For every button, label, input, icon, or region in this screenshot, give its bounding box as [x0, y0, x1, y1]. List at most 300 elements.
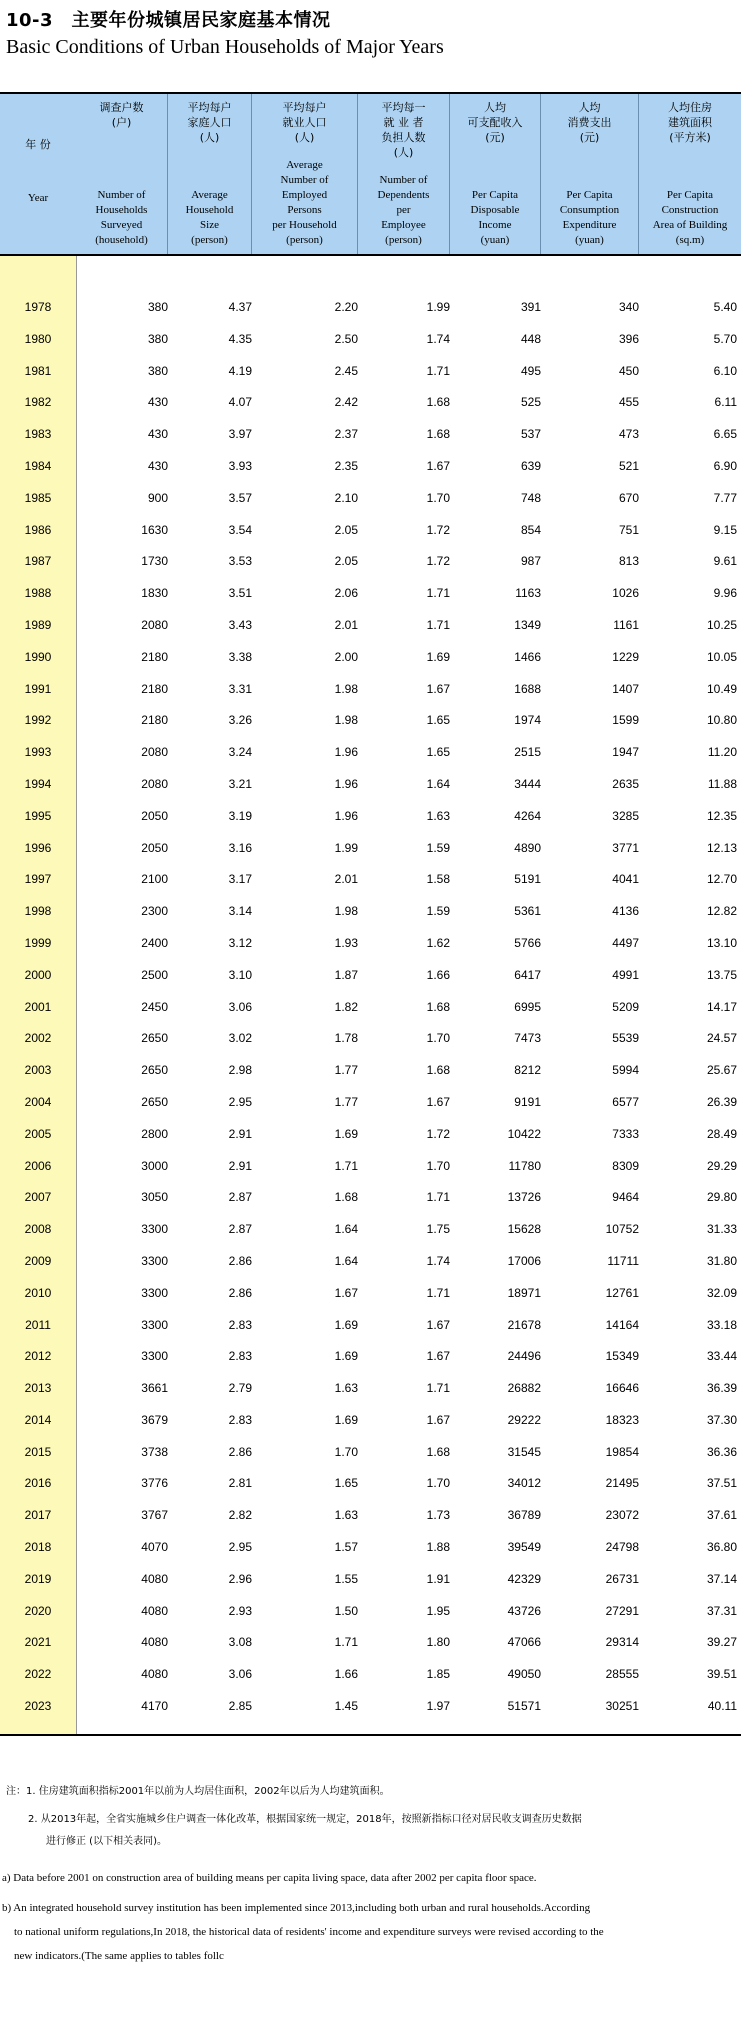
table-row: [0, 419, 741, 451]
employed-cell: 1.64: [334, 1222, 358, 1237]
household-size-cell: 3.54: [228, 522, 252, 537]
area-cell: 29.29: [706, 1158, 737, 1173]
expenditure-cell: 5539: [612, 1031, 639, 1046]
income-cell: 1974: [514, 713, 541, 728]
note-zh-1: 注：1. 住房建筑面积指标2001年以前为人均居住面积，2002年以后为人均建筑面积。: [6, 1786, 390, 1797]
households-cell: 3300: [141, 1285, 168, 1300]
dependents-cell: 1.73: [426, 1508, 450, 1523]
dependents-cell: 1.75: [426, 1222, 450, 1237]
household-size-cell: 2.82: [228, 1508, 252, 1523]
year-cell: 2004: [24, 1094, 52, 1109]
note-zh-3: 进行修正 (以下相关表同)。: [46, 1836, 167, 1847]
area-cell: 5.70: [713, 331, 737, 346]
year-cell: 2018: [24, 1540, 52, 1555]
household-size-cell: 4.19: [228, 363, 252, 378]
employed-cell: 1.67: [334, 1285, 358, 1300]
year-cell: 1981: [24, 363, 52, 378]
employed-cell: 2.50: [334, 331, 358, 346]
area-cell: 39.27: [706, 1635, 737, 1650]
income-cell: 4264: [514, 808, 541, 823]
area-cell: 5.40: [713, 300, 737, 314]
area-cell: 39.51: [706, 1667, 737, 1682]
household-size-cell: 4.07: [228, 395, 252, 410]
household-size-cell: 2.79: [228, 1381, 252, 1396]
header-zh: 人均 可支配收入 (元): [467, 101, 523, 144]
dependents-cell: 1.65: [426, 745, 450, 760]
expenditure-cell: 1161: [613, 617, 639, 632]
expenditure-cell: 4041: [612, 872, 639, 887]
employed-cell: 2.06: [334, 586, 358, 601]
household-size-cell: 2.91: [228, 1126, 252, 1141]
expenditure-cell: 4991: [612, 967, 639, 982]
employed-cell: 1.69: [334, 1317, 358, 1332]
year-cell: 2006: [24, 1158, 52, 1173]
table-row: [0, 1055, 741, 1087]
header-en: Number of Households Surveyed (household): [95, 189, 148, 246]
year-cell: 1997: [24, 872, 52, 887]
expenditure-cell: 396: [618, 331, 639, 346]
area-cell: 33.18: [706, 1317, 737, 1332]
dependents-cell: 1.65: [426, 713, 450, 728]
area-cell: 6.90: [713, 458, 737, 473]
dependents-cell: 1.59: [426, 840, 450, 855]
expenditure-cell: 26731: [605, 1571, 639, 1586]
area-cell: 10.05: [706, 649, 737, 664]
household-size-cell: 3.38: [228, 649, 252, 664]
household-size-cell: 3.57: [228, 490, 252, 505]
income-cell: 6417: [514, 967, 541, 982]
expenditure-cell: 21495: [605, 1476, 639, 1491]
expenditure-cell: 473: [618, 427, 639, 442]
note-en-b: b) An integrated household survey institution has been implemented since 2013,including both urban and rural households.According: [2, 1902, 591, 1914]
table-row: [0, 1532, 741, 1564]
area-cell: 36.36: [706, 1444, 737, 1459]
income-cell: 11780: [508, 1158, 541, 1173]
year-cell: 2008: [24, 1222, 52, 1237]
employed-cell: 1.99: [334, 840, 358, 855]
dependents-cell: 1.71: [426, 363, 450, 378]
income-cell: 15628: [507, 1222, 541, 1237]
employed-cell: 2.01: [334, 872, 358, 887]
header-en: Number of Dependents per Employee (person): [377, 174, 430, 246]
area-cell: 7.77: [713, 490, 737, 505]
year-cell: 1998: [24, 904, 52, 919]
header-dependents: [358, 94, 450, 254]
header-zh: 人均住房 建筑面积 (平方米): [668, 101, 712, 144]
area-cell: 12.35: [706, 808, 737, 823]
year-cell: 2005: [24, 1126, 52, 1141]
area-cell: 29.80: [706, 1190, 737, 1205]
dependents-cell: 1.72: [426, 1126, 450, 1141]
households-cell: 2650: [141, 1063, 168, 1078]
area-cell: 13.75: [706, 967, 737, 982]
dependents-cell: 1.80: [426, 1635, 450, 1650]
household-size-cell: 3.51: [228, 586, 252, 601]
income-cell: 34012: [507, 1476, 541, 1491]
area-cell: 40.11: [707, 1699, 737, 1714]
year-cell: 1989: [24, 617, 52, 632]
dependents-cell: 1.69: [426, 649, 450, 664]
table-row: [0, 1278, 741, 1310]
table-row: [0, 1310, 741, 1342]
year-cell: 1983: [24, 427, 52, 442]
household-size-cell: 3.31: [228, 681, 252, 696]
expenditure-cell: 3771: [612, 840, 639, 855]
household-size-cell: 3.12: [228, 935, 252, 950]
table-row: [0, 1596, 741, 1628]
households-cell: 3738: [141, 1444, 168, 1459]
year-cell: 1993: [24, 745, 52, 760]
household-size-cell: 4.37: [228, 300, 252, 314]
table-row: [0, 1151, 741, 1183]
table-row: [0, 1119, 741, 1151]
households-cell: 3776: [141, 1476, 168, 1491]
income-cell: 24496: [507, 1349, 541, 1364]
household-size-cell: 3.02: [228, 1031, 252, 1046]
year-cell: 2022: [24, 1667, 52, 1682]
households-cell: 3300: [141, 1349, 168, 1364]
expenditure-cell: 18323: [605, 1412, 639, 1427]
income-cell: 13726: [507, 1190, 541, 1205]
employed-cell: 1.98: [334, 904, 358, 919]
area-cell: 26.39: [706, 1094, 737, 1109]
households-cell: 2050: [141, 840, 168, 855]
table-row: [0, 1214, 741, 1246]
area-cell: 31.80: [706, 1253, 737, 1268]
dependents-cell: 1.68: [426, 427, 450, 442]
households-cell: 2080: [141, 745, 168, 760]
year-cell: 2023: [24, 1699, 52, 1714]
header-households-surveyed: [76, 94, 168, 254]
expenditure-cell: 751: [618, 522, 639, 537]
employed-cell: 2.00: [334, 649, 358, 664]
year-cell: 1980: [24, 331, 52, 346]
employed-cell: 2.45: [334, 363, 358, 378]
expenditure-cell: 521: [618, 458, 639, 473]
employed-cell: 1.96: [334, 745, 358, 760]
employed-cell: 1.70: [334, 1444, 358, 1459]
expenditure-cell: 340: [618, 300, 639, 314]
note-en-b-cont: to national uniform regulations,In 2018, the historical data of residents' income and expenditure surveys were revised according to the: [14, 1926, 604, 1938]
income-cell: 49050: [507, 1667, 541, 1682]
table-row: [0, 1564, 741, 1596]
area-cell: 11.88: [707, 776, 737, 791]
households-cell: 2180: [141, 649, 168, 664]
table-rows: [0, 292, 741, 1723]
income-cell: 5766: [514, 935, 541, 950]
table-row: [0, 356, 741, 388]
dependents-cell: 1.70: [426, 1031, 450, 1046]
households-cell: 2800: [141, 1126, 168, 1141]
employed-cell: 1.93: [334, 935, 358, 950]
table-row: [0, 992, 741, 1024]
households-cell: 2180: [141, 713, 168, 728]
household-size-cell: 3.21: [228, 776, 252, 791]
dependents-cell: 1.71: [426, 617, 450, 632]
household-size-cell: 2.93: [228, 1603, 252, 1618]
employed-cell: 1.69: [334, 1412, 358, 1427]
households-cell: 4080: [141, 1603, 168, 1618]
table-row: [0, 896, 741, 928]
area-cell: 37.31: [706, 1603, 737, 1618]
employed-cell: 1.57: [334, 1540, 358, 1555]
table-row: [0, 1659, 741, 1691]
household-size-cell: 3.26: [228, 713, 252, 728]
area-cell: 36.80: [706, 1540, 737, 1555]
table-row: [0, 1468, 741, 1500]
header-construction-area: [639, 94, 741, 254]
households-cell: 4070: [141, 1540, 168, 1555]
dependents-cell: 1.74: [426, 1253, 450, 1268]
area-cell: 12.82: [706, 904, 737, 919]
income-cell: 7473: [514, 1031, 541, 1046]
year-cell: 2011: [25, 1317, 51, 1332]
table-row: [0, 1373, 741, 1405]
expenditure-cell: 1229: [612, 649, 639, 664]
households-cell: 1730: [141, 554, 168, 569]
employed-cell: 1.82: [334, 999, 358, 1014]
household-size-cell: 2.81: [228, 1476, 252, 1491]
households-cell: 380: [147, 300, 168, 314]
expenditure-cell: 12761: [605, 1285, 639, 1300]
dependents-cell: 1.59: [426, 904, 450, 919]
household-size-cell: 2.96: [228, 1571, 252, 1586]
employed-cell: 2.42: [334, 395, 358, 410]
note-en-b-cont2: new indicators.(The same applies to tables follc: [14, 1950, 224, 1962]
dependents-cell: 1.67: [426, 1317, 450, 1332]
income-cell: 748: [520, 490, 541, 505]
dependents-cell: 1.58: [426, 872, 450, 887]
expenditure-cell: 1026: [612, 586, 639, 601]
employed-cell: 2.05: [334, 554, 358, 569]
area-cell: 6.10: [713, 363, 737, 378]
area-cell: 28.49: [706, 1126, 737, 1141]
expenditure-cell: 7333: [612, 1126, 639, 1141]
year-cell: 1994: [24, 776, 52, 791]
household-size-cell: 2.85: [228, 1699, 252, 1714]
households-cell: 3300: [141, 1317, 168, 1332]
income-cell: 31545: [507, 1444, 541, 1459]
table-title-zh: 10-3 主要年份城镇居民家庭基本情况: [6, 10, 331, 31]
households-cell: 2450: [141, 999, 168, 1014]
year-cell: 1996: [24, 840, 52, 855]
year-cell: 2003: [24, 1063, 52, 1078]
table-row: [0, 1500, 741, 1532]
dependents-cell: 1.95: [426, 1603, 450, 1618]
dependents-cell: 1.71: [426, 1285, 450, 1300]
employed-cell: 1.64: [334, 1253, 358, 1268]
area-cell: 37.14: [706, 1571, 737, 1586]
household-size-cell: 2.86: [228, 1285, 252, 1300]
expenditure-cell: 10752: [605, 1222, 639, 1237]
income-cell: 639: [520, 458, 541, 473]
income-cell: 21678: [507, 1317, 541, 1332]
income-cell: 1163: [515, 586, 541, 601]
employed-cell: 1.55: [334, 1571, 358, 1586]
year-cell: 2012: [24, 1349, 52, 1364]
area-cell: 14.17: [706, 999, 737, 1014]
income-cell: 9191: [514, 1094, 541, 1109]
year-cell: 2013: [24, 1381, 52, 1396]
households-cell: 1830: [141, 586, 168, 601]
area-cell: 10.80: [706, 713, 737, 728]
expenditure-cell: 9464: [612, 1190, 639, 1205]
dependents-cell: 1.72: [426, 554, 450, 569]
income-cell: 5191: [514, 872, 541, 887]
header-en: Average Number of Employed Persons per Household (person): [272, 159, 337, 246]
household-size-cell: 2.83: [228, 1317, 252, 1332]
households-cell: 2180: [141, 681, 168, 696]
year-cell: 2016: [24, 1476, 52, 1491]
households-cell: 430: [147, 427, 168, 442]
header-zh: 调查户数 (户): [99, 101, 144, 129]
table-row: [0, 674, 741, 706]
year-cell: 1991: [24, 681, 52, 696]
area-cell: 37.51: [706, 1476, 737, 1491]
year-cell: 1987: [24, 554, 52, 569]
dependents-cell: 1.67: [426, 681, 450, 696]
households-cell: 3767: [141, 1508, 168, 1523]
year-cell: 2014: [24, 1412, 52, 1427]
household-size-cell: 2.87: [228, 1222, 252, 1237]
expenditure-cell: 27291: [605, 1603, 639, 1618]
year-cell: 2001: [24, 999, 52, 1014]
table-row: [0, 578, 741, 610]
year-cell: 2019: [24, 1571, 52, 1586]
dependents-cell: 1.67: [426, 1412, 450, 1427]
header-zh: 平均每户 就业人口 (人): [282, 101, 327, 144]
year-cell: 2020: [24, 1603, 52, 1618]
area-cell: 11.20: [707, 745, 737, 760]
table-row: [0, 705, 741, 737]
income-cell: 1466: [514, 649, 541, 664]
household-size-cell: 3.53: [228, 554, 252, 569]
header-zh: 人均 消费支出 (元): [567, 101, 612, 144]
employed-cell: 1.78: [334, 1031, 358, 1046]
expenditure-cell: 4136: [612, 904, 639, 919]
header-disposable-income: [450, 94, 541, 254]
expenditure-cell: 5994: [612, 1063, 639, 1078]
table-row: [0, 864, 741, 896]
dependents-cell: 1.71: [426, 586, 450, 601]
header-year: [0, 94, 77, 254]
table-header: [0, 92, 741, 256]
household-size-cell: 4.35: [228, 331, 252, 346]
income-cell: 1349: [514, 617, 541, 632]
year-cell: 1982: [24, 395, 52, 410]
header-en: Per Capita Consumption Expenditure (yuan): [559, 189, 620, 246]
expenditure-cell: 14164: [605, 1317, 639, 1332]
table-row: [0, 642, 741, 674]
table-body: [0, 256, 741, 1736]
area-cell: 6.11: [714, 395, 737, 410]
households-cell: 2300: [141, 904, 168, 919]
year-cell: 2017: [24, 1508, 52, 1523]
expenditure-cell: 24798: [605, 1540, 639, 1555]
header-zh: 平均每户 家庭人口 (人): [187, 101, 232, 144]
income-cell: 43726: [507, 1603, 541, 1618]
households-cell: 3661: [141, 1381, 168, 1396]
household-size-cell: 3.16: [228, 840, 252, 855]
household-size-cell: 3.93: [228, 458, 252, 473]
income-cell: 6995: [514, 999, 541, 1014]
dependents-cell: 1.70: [426, 1476, 450, 1491]
header-en: Per Capita Disposable Income (yuan): [470, 189, 520, 246]
household-size-cell: 3.14: [228, 904, 252, 919]
dependents-cell: 1.68: [426, 395, 450, 410]
households-cell: 2650: [141, 1094, 168, 1109]
households-cell: 3300: [141, 1253, 168, 1268]
income-cell: 3444: [514, 776, 541, 791]
households-cell: 2050: [141, 808, 168, 823]
employed-cell: 1.87: [334, 967, 358, 982]
expenditure-cell: 2635: [612, 776, 639, 791]
table-row: [0, 483, 741, 515]
expenditure-cell: 6577: [612, 1094, 639, 1109]
year-cell: 2015: [24, 1444, 52, 1459]
data-table: [0, 92, 741, 1736]
table-row: [0, 546, 741, 578]
dependents-cell: 1.62: [426, 935, 450, 950]
header-en: Per Capita Construction Area of Building (sq.m): [652, 189, 728, 246]
income-cell: 525: [520, 395, 541, 410]
expenditure-cell: 3285: [612, 808, 639, 823]
employed-cell: 2.20: [334, 300, 358, 314]
employed-cell: 1.71: [334, 1635, 358, 1650]
table-row: [0, 769, 741, 801]
income-cell: 1688: [514, 681, 541, 696]
households-cell: 2080: [141, 617, 168, 632]
employed-cell: 1.77: [334, 1063, 358, 1078]
household-size-cell: 2.86: [228, 1253, 252, 1268]
dependents-cell: 1.63: [426, 808, 450, 823]
income-cell: 448: [520, 331, 541, 346]
dependents-cell: 1.97: [426, 1699, 450, 1714]
table-row: [0, 1087, 741, 1119]
employed-cell: 1.68: [334, 1190, 358, 1205]
households-cell: 430: [147, 395, 168, 410]
table-row: [0, 515, 741, 547]
table-row: [0, 1341, 741, 1373]
table-row: [0, 451, 741, 483]
employed-cell: 1.63: [334, 1508, 358, 1523]
header-household-size: [168, 94, 252, 254]
year-cell: 1984: [24, 458, 52, 473]
year-cell: 1986: [24, 522, 52, 537]
income-cell: 537: [520, 427, 541, 442]
employed-cell: 2.10: [334, 490, 358, 505]
employed-cell: 1.65: [334, 1476, 358, 1491]
income-cell: 51571: [507, 1699, 541, 1714]
area-cell: 25.67: [706, 1063, 737, 1078]
year-cell: 1988: [24, 586, 52, 601]
header-year-en: Year: [27, 192, 49, 204]
table-row: [0, 387, 741, 419]
table-row: [0, 324, 741, 356]
income-cell: 29222: [507, 1412, 541, 1427]
income-cell: 5361: [514, 904, 541, 919]
dependents-cell: 1.68: [426, 1063, 450, 1078]
year-cell: 2007: [24, 1190, 52, 1205]
income-cell: 42329: [507, 1571, 541, 1586]
dependents-cell: 1.64: [426, 776, 450, 791]
dependents-cell: 1.68: [426, 999, 450, 1014]
header-consumption-expenditure: [541, 94, 639, 254]
households-cell: 2500: [141, 967, 168, 982]
year-cell: 2002: [24, 1031, 52, 1046]
income-cell: 4890: [514, 840, 541, 855]
household-size-cell: 3.24: [228, 745, 252, 760]
